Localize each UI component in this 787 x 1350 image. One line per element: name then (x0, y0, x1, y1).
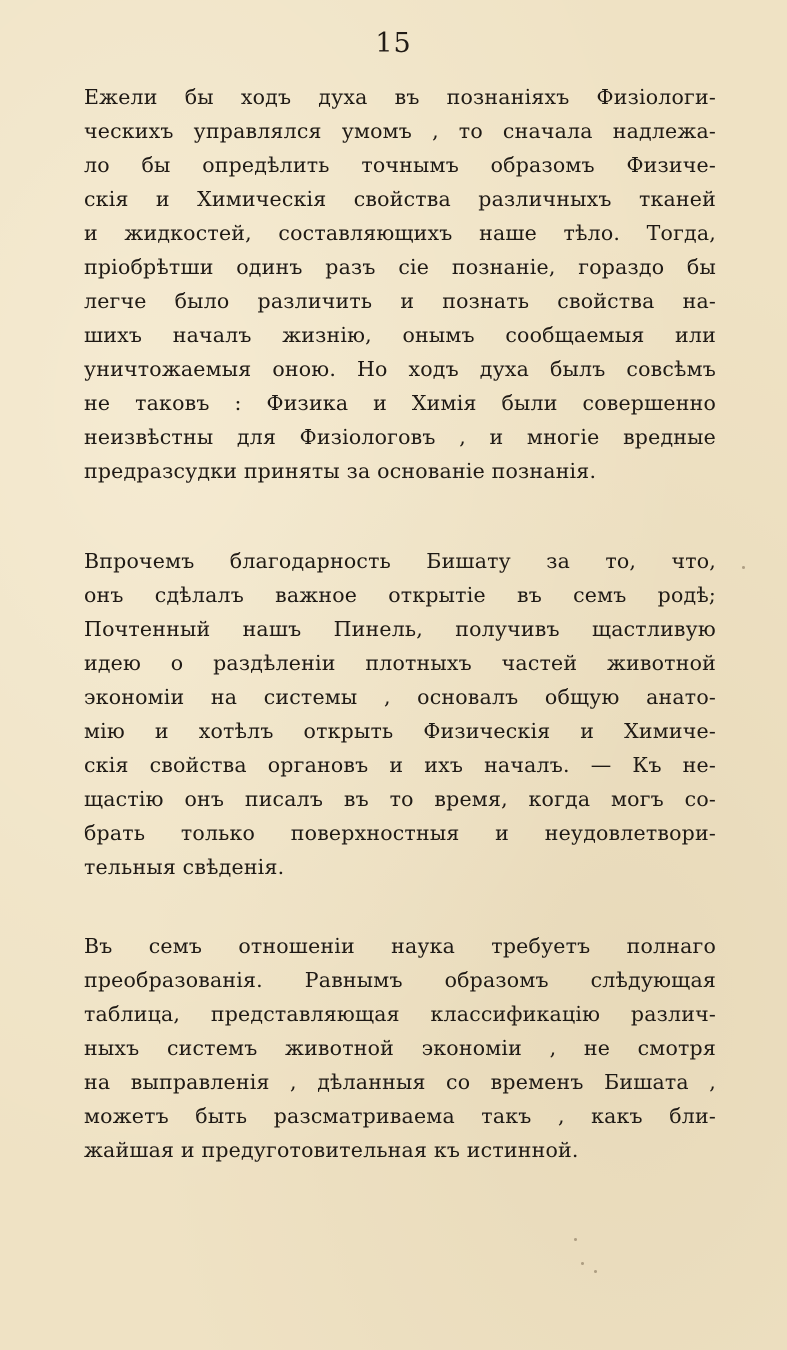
text-line: тельныя свѣденія. (84, 855, 285, 879)
text-line: экономіи на системы , основалъ общую анато- (84, 685, 716, 709)
text-line: щастію онъ писалъ въ то время, когда могъ со- (84, 787, 716, 811)
text-line: можетъ быть разсматриваема такъ , какъ бли- (84, 1104, 716, 1128)
text-line: неизвѣстны для Физіологовъ , и многіе вредные (84, 425, 716, 449)
text-line: не таковъ : Физика и Химія были совершенно (84, 391, 716, 415)
text-line: жайшая и предуготовительная къ истинной. (84, 1138, 579, 1162)
text-line: Ежели бы ходъ духа въ познаніяхъ Физіологи- (84, 85, 716, 109)
text-line: ло бы опредѣлить точнымъ образомъ Физиче- (84, 153, 716, 177)
text-line: легче было различить и познать свойства на- (84, 289, 716, 313)
page-number: 15 (375, 28, 412, 59)
text-line: Почтенный нашъ Пинель, получивъ щастливую (84, 617, 716, 641)
text-line: ныхъ системъ животной экономіи , не смотря (84, 1036, 716, 1060)
paragraph-2 (84, 544, 716, 884)
paragraph-3 (84, 929, 716, 1167)
text-line: шихъ началъ жизнію, онымъ сообщаемыя или (84, 323, 716, 347)
text-line: ческихъ управлялся умомъ , то сначала надлежа- (84, 119, 716, 143)
text-line: Впрочемъ благодарность Бишату за то, что, (84, 549, 716, 573)
text-line: преобразованія. Равнымъ образомъ слѣдующая (84, 968, 716, 992)
text-line: онъ сдѣлалъ важное открытіе въ семъ родѣ; (84, 583, 716, 607)
text-line: таблица, представляющая классификацію различ- (84, 1002, 716, 1026)
text-line: уничтожаемыя оною. Но ходъ духа былъ совсѣмъ (84, 357, 716, 381)
paper-speck (581, 1262, 584, 1265)
text-line: Въ семъ отношеніи наука требуетъ полнаго (84, 934, 716, 958)
text-line: мію и хотѣлъ открыть Физическія и Химиче- (84, 719, 716, 743)
text-line: скія и Химическія свойства различныхъ тканей (84, 187, 716, 211)
paper-speck (594, 1270, 597, 1273)
text-line: предразсудки приняты за основаніе познанія. (84, 459, 597, 483)
text-line: брать только поверхностныя и неудовлетвори- (84, 821, 716, 845)
paragraph-1 (84, 80, 716, 488)
paper-speck (574, 1238, 577, 1241)
text-line: на выправленія , дѣланныя со временъ Бишата , (84, 1070, 716, 1094)
text-line: и жидкостей, составляющихъ наше тѣло. Тогда, (84, 221, 716, 245)
paper-speck (742, 566, 745, 569)
text-line: скія свойства органовъ и ихъ началъ. — Къ не- (84, 753, 716, 777)
text-line: пріобрѣтши одинъ разъ сіе познаніе, гораздо бы (84, 255, 716, 279)
text-line: идею о раздѣленіи плотныхъ частей животной (84, 651, 716, 675)
